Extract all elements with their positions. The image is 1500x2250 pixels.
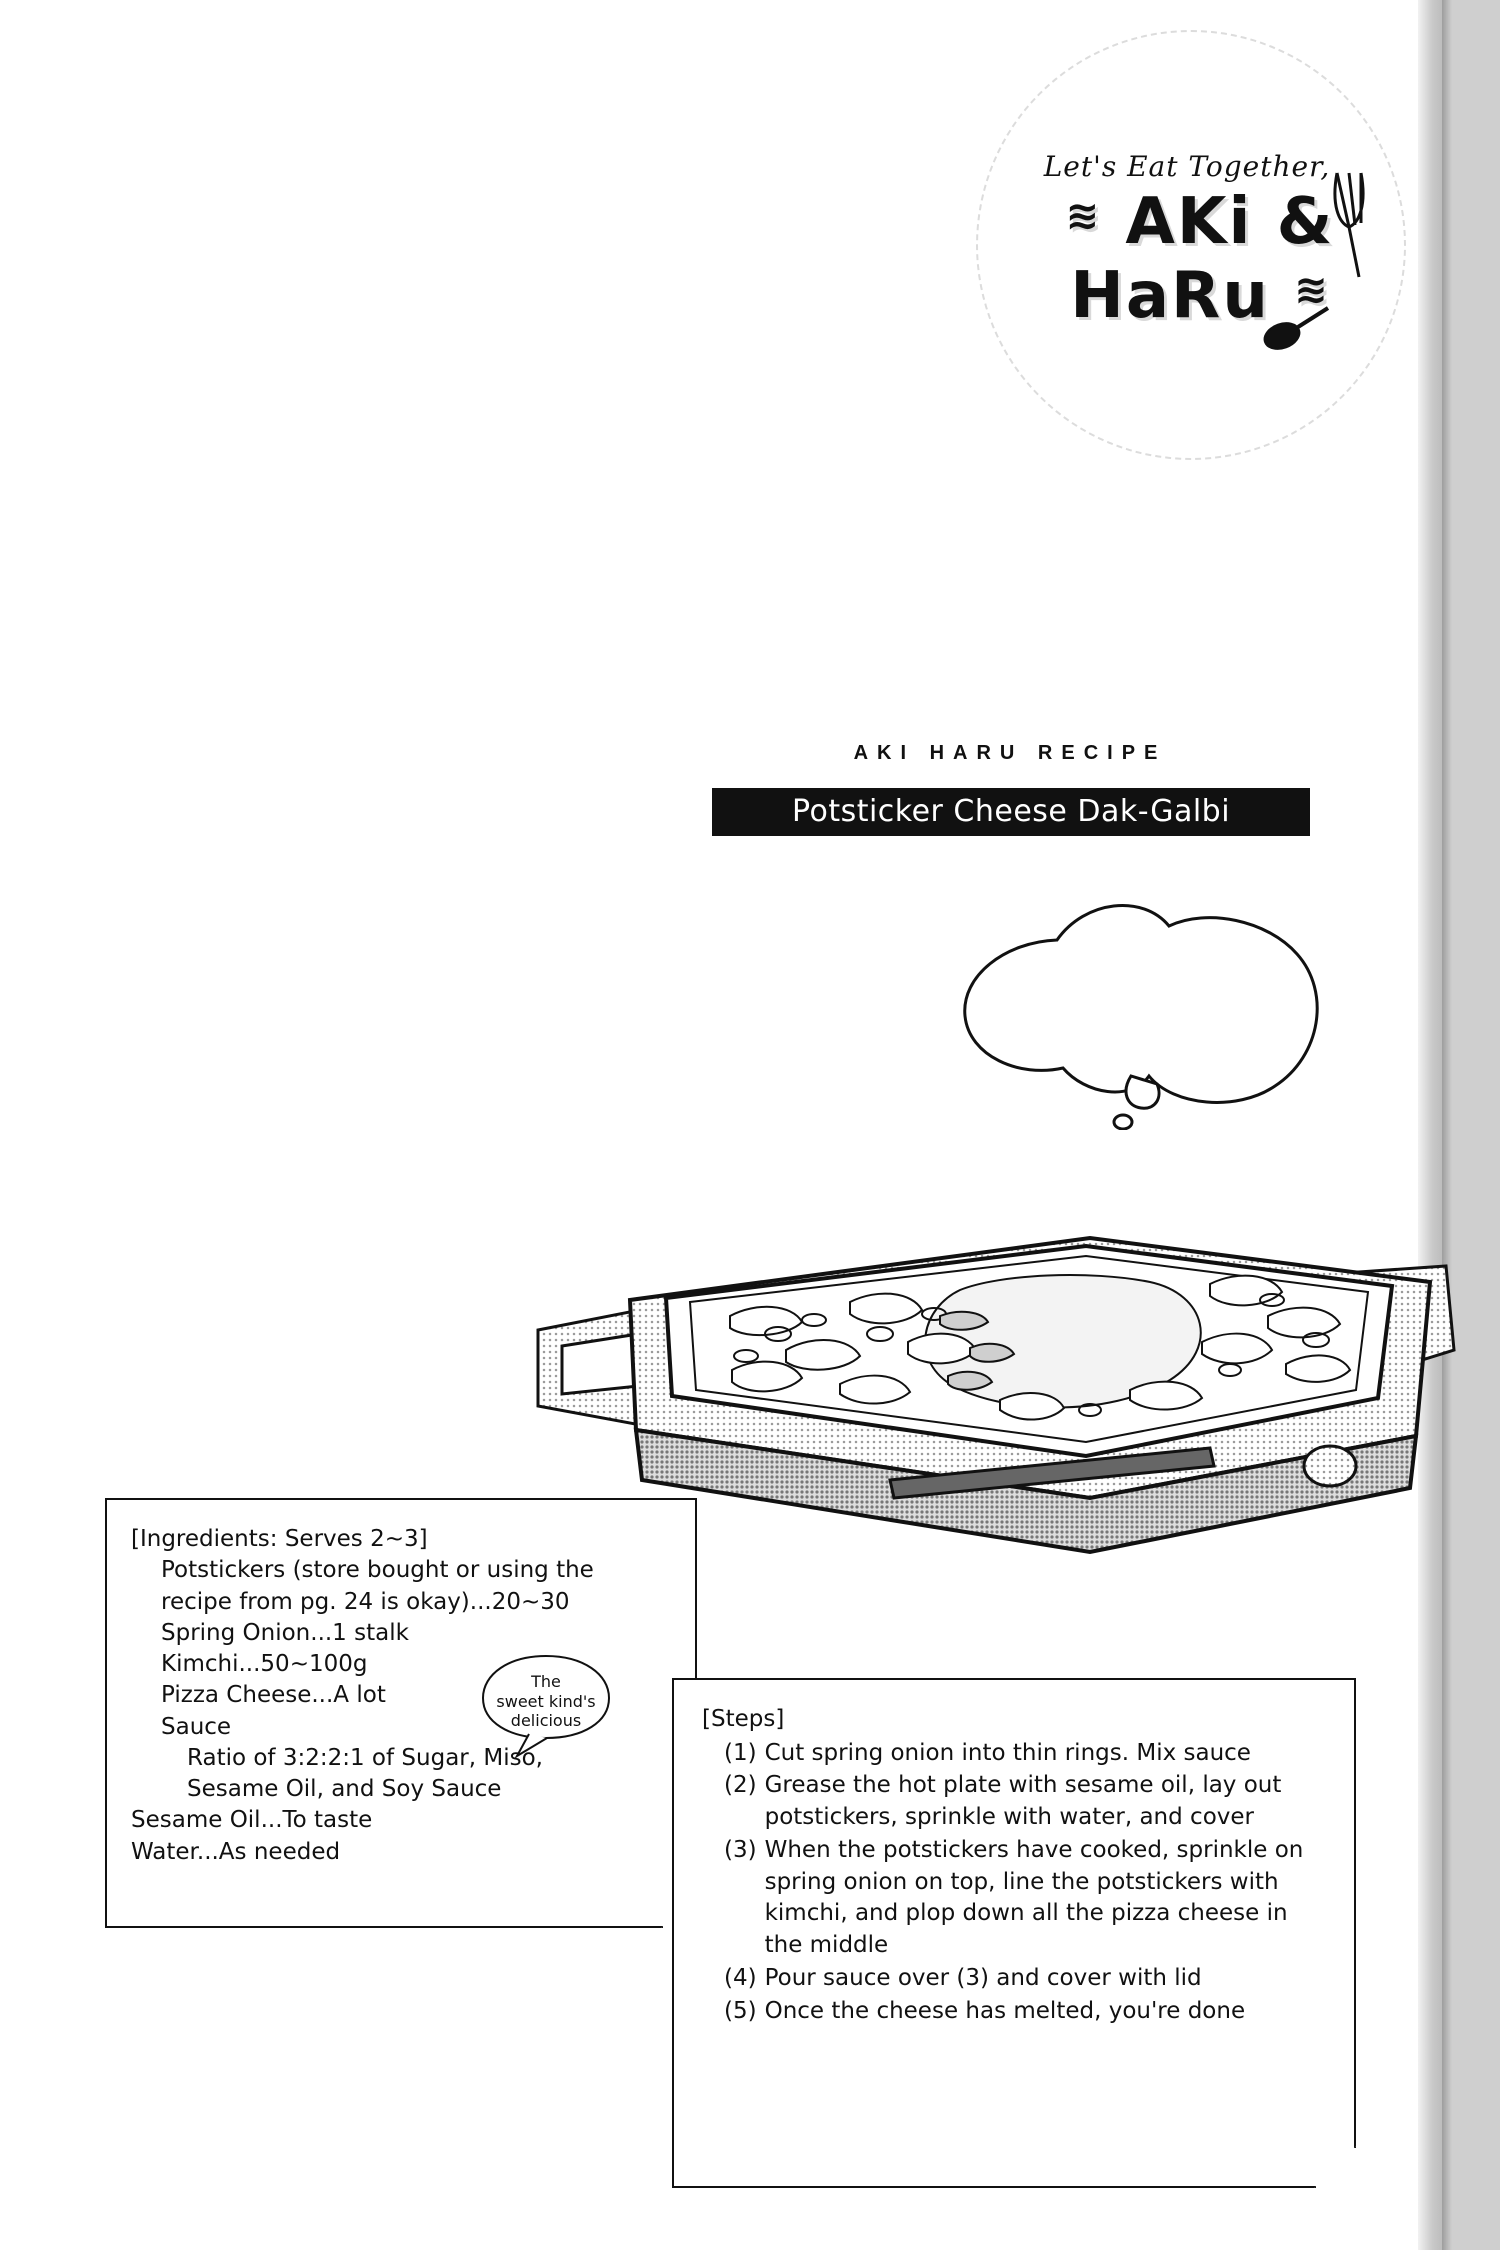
step-item <box>702 1770 1330 1833</box>
ingredient-line: Ratio of 3:2:2:1 of Sugar, Miso, <box>187 1744 543 1771</box>
ingredient-line: Kimchi...50~100g <box>161 1651 368 1678</box>
steps-heading: [Steps] <box>702 1706 785 1732</box>
mini-balloon-line-2: sweet kind's <box>496 1691 596 1711</box>
ingredient-line: Sauce <box>161 1713 232 1740</box>
ingredient-line: Pizza Cheese...A lot <box>161 1682 386 1709</box>
page-edge-inner-shade <box>1442 0 1452 2250</box>
mini-balloon-line-1: The <box>531 1672 561 1691</box>
fork-icon <box>1325 165 1385 285</box>
page-edge-shadow <box>1418 0 1442 2250</box>
logo-title-text: AKi & HaRu <box>1070 185 1335 333</box>
spoon-icon <box>1262 300 1332 360</box>
hot-plate-body <box>630 1238 1430 1552</box>
logo-script-text: Let's Eat Together, <box>1043 150 1331 183</box>
step-item <box>702 1738 1330 1770</box>
step-text: Grease the hot plate with sesame oil, lay out potstickers, sprinkle with water, and cover <box>764 1772 1282 1831</box>
step-number: (2) <box>724 1772 757 1799</box>
panel-corner-fold <box>1314 2146 1356 2188</box>
step-number: (5) <box>724 1997 757 2024</box>
mini-balloon-line-3: delicious <box>510 1711 582 1731</box>
step-text: When the potstickers have cooked, sprinkle on spring onion on top, line the potstickers with kimchi, and plop down all the pizza cheese in the middle <box>764 1836 1304 1959</box>
steps-content <box>674 1680 1354 2027</box>
ingredient-line: Sesame Oil, and Soy Sauce <box>187 1776 502 1803</box>
step-number: (3) <box>724 1836 757 1863</box>
step-number: (4) <box>724 1964 757 1991</box>
ingredient-line: recipe from pg. 24 is okay)...20~30 <box>161 1588 570 1615</box>
hot-plate-knob <box>1304 1446 1356 1486</box>
step-number: (1) <box>724 1739 757 1766</box>
logo-right-chevron-icon: ≋ <box>1294 267 1330 313</box>
ingredient-line: Sesame Oil...To taste <box>131 1807 373 1834</box>
step-text: Cut spring onion into thin rings. Mix sauce <box>764 1739 1251 1766</box>
step-item <box>702 1835 1330 1962</box>
ingredients-heading: [Ingredients: Serves 2~3] <box>131 1526 428 1552</box>
steps-panel <box>672 1678 1356 2188</box>
step-text: Once the cheese has melted, you're done <box>764 1997 1246 2024</box>
ingredient-line: Potstickers (store bought or using the <box>161 1557 594 1584</box>
step-item <box>702 1963 1330 1995</box>
step-text: Pour sauce over (3) and cover with lid <box>764 1964 1202 1991</box>
logo-left-chevron-icon: ≋ <box>1065 193 1102 239</box>
mini-balloon-text <box>477 1672 615 1731</box>
ingredient-line: Water...As needed <box>131 1838 341 1865</box>
recipe-kicker: AKI HARU RECIPE <box>853 742 1167 764</box>
ingredient-line: Spring Onion...1 stalk <box>161 1619 409 1646</box>
recipe-title: Potsticker Cheese Dak-Galbi <box>791 794 1231 829</box>
thought-bubble <box>945 880 1345 1130</box>
step-item <box>702 1996 1330 2028</box>
